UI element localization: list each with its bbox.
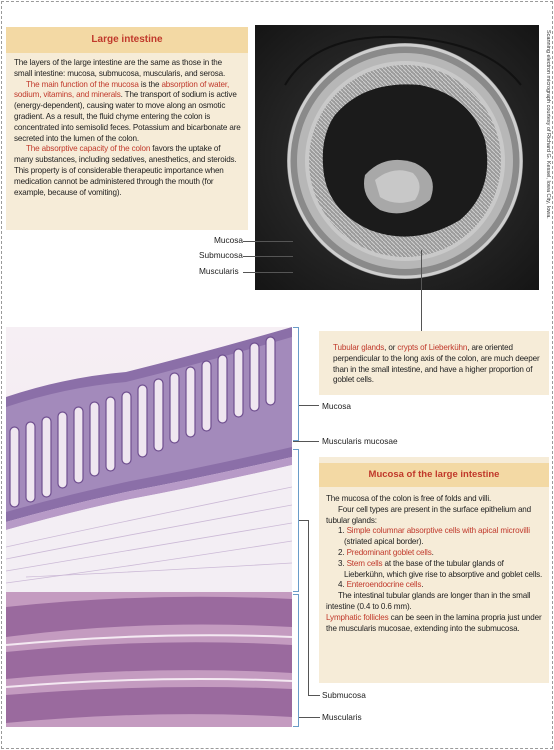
- sem-label-muscularis: Muscularis: [199, 266, 239, 276]
- highlight-lymphatic-follicles: Lymphatic follicles: [326, 612, 389, 622]
- leader-muscularis-mucosae: [293, 441, 319, 442]
- histo-label-muscularis: Muscularis: [322, 712, 362, 722]
- sem-leader-mucosa: [243, 241, 293, 242]
- mucosa-item-4: [326, 580, 543, 591]
- large-intestine-p2: [14, 80, 241, 145]
- highlight-crypts: crypts of Lieberkühn: [397, 343, 468, 352]
- sem-label-submucosa: Submucosa: [199, 250, 243, 260]
- mucosa-p1: The mucosa of the colon is free of folds and villi.: [326, 494, 492, 503]
- highlight-main-function: The main function of the mucosa: [26, 79, 139, 89]
- text-fragment: .: [421, 580, 424, 590]
- muscle-bundles: [6, 597, 292, 723]
- mucosa-p4: [326, 613, 543, 635]
- histology-micrograph: [6, 327, 292, 727]
- leader-submucosa: [308, 695, 320, 696]
- item-number: 1.: [338, 526, 347, 536]
- sem-label-mucosa: Mucosa: [214, 235, 244, 245]
- large-intestine-text: [6, 53, 248, 198]
- item-number: 2.: [338, 547, 347, 557]
- text-fragment: .: [431, 547, 434, 557]
- mucosa-p3: The intestinal tubular glands are longer than in the small intestine (0.4 to 0.6 mm).: [326, 591, 531, 611]
- bracket-muscularis: [293, 594, 299, 727]
- mucosa-box-title: Mucosa of the large intestine: [319, 463, 549, 487]
- mucosa-p2: Four cell types are present in the surface epithelium and tubular glands:: [326, 504, 532, 525]
- mucosa-item-3: [326, 559, 543, 581]
- highlight-absorptive-capacity: The absorptive capacity of the colon: [26, 144, 151, 154]
- sem-credit: Scanning electron micrograph courtesy of Richard G. Kessel, Iowa City, Iowa.: [545, 30, 551, 219]
- histo-label-submucosa: Submucosa: [322, 690, 366, 700]
- tubular-glands-box: [319, 331, 549, 395]
- highlight-stem-cells: Stem cells: [346, 558, 383, 568]
- sem-colon-cross-section: [255, 25, 539, 290]
- tubular-connector: [421, 250, 422, 331]
- histo-label-muscularis-mucosae: Muscularis mucosae: [322, 436, 398, 446]
- highlight-enteroendocrine: Enteroendocrine cells: [346, 580, 422, 590]
- mucosa-item-2: [326, 548, 543, 559]
- large-intestine-p1: The layers of the large intestine are the same as those in the small intestine: mucosa, submucosa, muscularis, and serosa.: [14, 58, 226, 78]
- text-fragment: , are oriented perpendicular to the long axis of the colon, are much deeper than in the small intestine, and have a higher proportion of goblet cells.: [333, 343, 540, 385]
- item-number: 4.: [338, 580, 347, 590]
- leader-mucosa: [299, 405, 319, 406]
- highlight-absorption: absorption of water, sodium, vitamins, and minerals: [14, 79, 230, 100]
- large-intestine-p3: [14, 144, 241, 198]
- text-fragment: , or: [384, 343, 398, 352]
- histo-label-mucosa: Mucosa: [322, 401, 352, 411]
- large-intestine-box: [6, 27, 248, 230]
- mucosa-box-text: [319, 487, 549, 634]
- sem-leader-muscularis: [243, 272, 293, 273]
- highlight-goblet-cells: Predominant goblet cells: [346, 547, 432, 557]
- sem-micrograph: [255, 25, 539, 290]
- leader-submucosa-top: [299, 520, 308, 521]
- highlight-tubular-glands: Tubular glands: [333, 343, 385, 352]
- text-fragment: is the: [138, 79, 162, 89]
- connector-submucosa: [308, 520, 309, 695]
- histology-section: [6, 327, 292, 727]
- leader-muscularis: [299, 717, 320, 718]
- text-fragment: at the base of the tubular glands of Lieberkühn, which give rise to absorptive and goblet cells.: [344, 558, 543, 579]
- highlight-columnar-cells: Simple columnar absorptive cells with apical microvilli: [346, 526, 530, 536]
- bracket-mucosa: [293, 327, 299, 441]
- large-intestine-title: Large intestine: [6, 27, 248, 53]
- text-fragment: can be seen in the lamina propria just under the muscularis mucosae, extending into the submucosa.: [326, 612, 542, 633]
- text-fragment: . The transport of sodium is active (energy-dependent), causing water to move along an osmotic gradient. As a result, the fluid chyme entering the colon is concentrated into semisolid feces. Potassium and bicarbonate are secreted into the lumen of the colon.: [14, 90, 241, 143]
- item-number: 3.: [338, 558, 347, 568]
- text-fragment: (striated apical border).: [344, 537, 424, 547]
- mucosa-large-intestine-box: [319, 457, 549, 683]
- text-fragment: favors the uptake of many substances, including sedatives, anesthetics, and steroids. This property is of considerable therapeutic importance when medication cannot be administered through the mouth (for example, because of vomiting).: [14, 144, 237, 197]
- sem-leader-submucosa: [243, 256, 293, 257]
- mucosa-item-1: [326, 526, 543, 548]
